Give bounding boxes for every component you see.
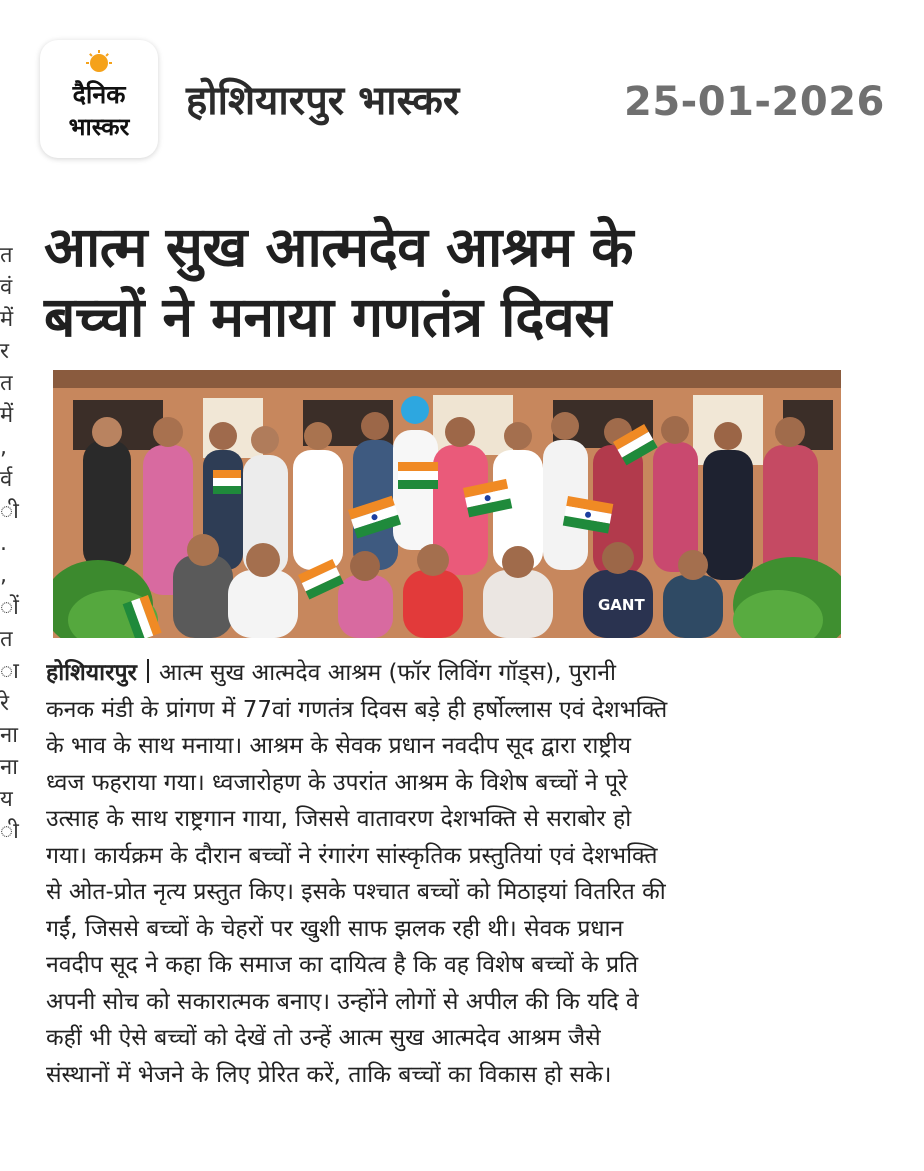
- adjacent-column-text: ना: [0, 723, 18, 748]
- adjacent-column-text: र: [0, 339, 9, 364]
- article-line: संस्थानों में भेजने के लिए प्रेरित करें, ताकि बच्चों का विकास हो सके।: [46, 1061, 612, 1088]
- adjacent-column-text: ना: [0, 755, 18, 780]
- adjacent-column-text: त: [0, 371, 13, 396]
- adjacent-column-text: र्व: [0, 467, 13, 492]
- article-line-1: [46, 655, 842, 692]
- article-line: गईं, जिससे बच्चों के चेहरों पर खुशी साफ झलक रही थी। सेवक प्रधान: [46, 915, 624, 942]
- article-line: नवदीप सूद ने कहा कि समाज का दायित्व है कि वह विशेष बच्चों के प्रति: [46, 952, 639, 978]
- adjacent-column-text: ी: [0, 819, 19, 844]
- article-line: ध्वज फहराया गया। ध्वजारोहण के उपरांत आश्रम के विशेष बच्चों ने पूरे: [46, 769, 628, 796]
- adjacent-column-text: त: [0, 627, 13, 652]
- article-photo[interactable]: [53, 370, 841, 638]
- adjacent-column-text: वं: [0, 275, 13, 300]
- adjacent-column-text: .: [0, 531, 7, 556]
- article-line: के भाव के साथ मनाया। आश्रम के सेवक प्रधान नवदीप सूद द्वारा राष्ट्रीय: [46, 733, 632, 759]
- article-line: कनक मंडी के प्रांगण में 77वां गणतंत्र दिवस बड़े ही हर्षोल्लास एवं देशभक्ति: [46, 696, 668, 723]
- headline-line-1: आत्म सुख आत्मदेव आश्रम के: [44, 215, 633, 279]
- adjacent-column-text: ा: [0, 659, 19, 684]
- adjacent-column-text: रे: [0, 691, 9, 716]
- article-line: गया। कार्यक्रम के दौरान बच्चों ने रंगारंग सांस्कृतिक प्रस्तुतियां एवं देशभक्ति: [46, 842, 658, 869]
- adjacent-column-text: ,: [0, 563, 7, 588]
- adjacent-column-fragment: [0, 240, 26, 1040]
- adjacent-column-text: में: [0, 307, 14, 332]
- adjacent-column-text: य: [0, 787, 13, 812]
- shirt-text: GANT: [598, 596, 645, 614]
- adjacent-column-text: ों: [0, 595, 19, 620]
- article-line: उत्साह के साथ राष्ट्रगान गाया, जिससे वातावरण देशभक्ति से सराबोर हो: [46, 806, 632, 832]
- edition-title: होशियारपुर भास्कर: [186, 78, 460, 124]
- dateline-separator: [147, 659, 149, 683]
- article-headline: [44, 212, 844, 352]
- article-body: [46, 655, 842, 1093]
- sun-icon: [86, 50, 112, 76]
- dateline: होशियारपुर: [46, 660, 137, 686]
- logo-line-1: दैनिक: [72, 80, 126, 109]
- group-photo-illustration: [53, 370, 841, 638]
- article-line: कहीं भी ऐसे बच्चों को देखें तो उन्हें आत्म सुख आत्मदेव आश्रम जैसे: [46, 1025, 601, 1051]
- adjacent-column-text: में: [0, 403, 14, 428]
- adjacent-column-text: ,: [0, 435, 7, 460]
- article-line-text: आत्म सुख आत्मदेव आश्रम (फॉर लिविंग गॉड्स), पुरानी: [158, 660, 616, 686]
- dainik-bhaskar-logo[interactable]: [40, 40, 158, 158]
- adjacent-column-text: ी: [0, 499, 19, 524]
- logo-line-2: भास्कर: [68, 113, 130, 141]
- edition-date: 25-01-2026: [624, 79, 885, 125]
- article-line: अपनी सोच को सकारात्मक बनाए। उन्होंने लोगों से अपील की कि यदि वे: [46, 988, 639, 1015]
- article-line: से ओत-प्रोत नृत्य प्रस्तुत किए। इसके पश्चात बच्चों को मिठाइयां वितरित की: [46, 879, 666, 905]
- headline-line-2: बच्चों ने मनाया गणतंत्र दिवस: [44, 285, 611, 349]
- app-header: [0, 0, 924, 190]
- adjacent-column-text: त: [0, 243, 13, 268]
